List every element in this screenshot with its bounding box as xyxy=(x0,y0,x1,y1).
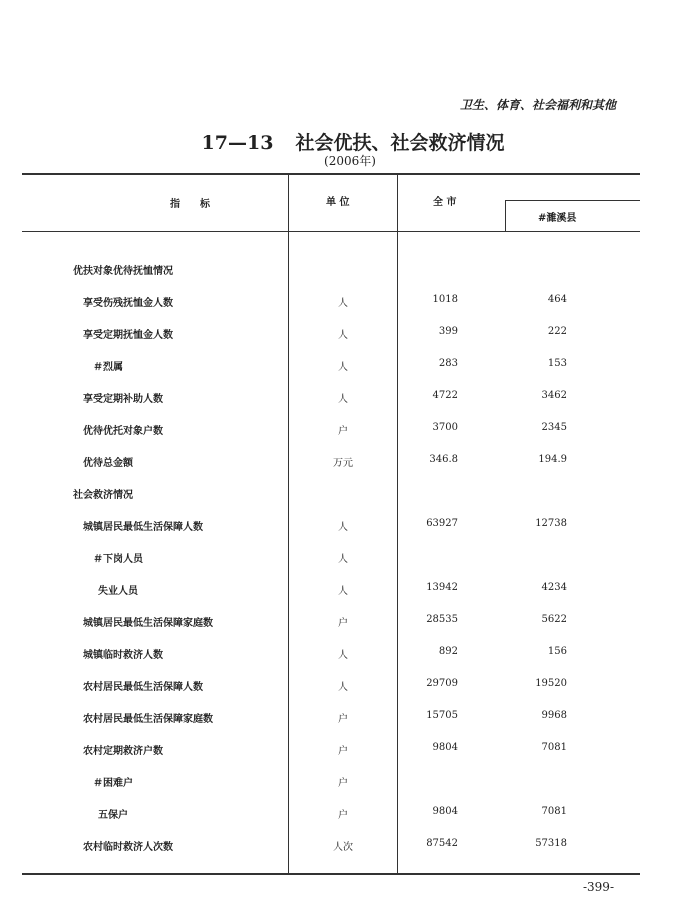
table-row xyxy=(0,838,700,854)
row-county-value: 7081 xyxy=(541,806,567,817)
row-city-value: 28535 xyxy=(426,614,458,625)
table-row xyxy=(0,358,700,374)
table-row xyxy=(0,262,700,278)
row-label: 享受定期补助人数 xyxy=(83,394,163,405)
row-label: 失业人员 xyxy=(98,586,138,597)
row-unit: 户 xyxy=(338,714,348,725)
header-bottom-rule xyxy=(22,231,640,232)
row-unit: 人 xyxy=(338,586,348,597)
table-row xyxy=(0,742,700,758)
row-unit: 人 xyxy=(338,394,348,405)
row-label: 享受伤残抚恤金人数 xyxy=(83,298,173,309)
table-row xyxy=(0,678,700,694)
table-title: 社会优扶、社会救济情况 xyxy=(295,132,505,154)
row-label: ＃困难户 xyxy=(93,778,133,789)
row-unit: 人 xyxy=(338,298,348,309)
column-header-indicator: 指 标 xyxy=(170,199,210,210)
row-city-value: 4722 xyxy=(432,390,458,401)
row-label: 五保户 xyxy=(98,810,128,821)
table-row xyxy=(0,390,700,406)
row-label: 享受定期抚恤金人数 xyxy=(83,330,173,341)
row-city-value: 3700 xyxy=(432,422,458,433)
row-unit: 户 xyxy=(338,618,348,629)
table-row xyxy=(0,326,700,342)
county-header-divider xyxy=(505,200,506,231)
row-unit: 户 xyxy=(338,426,348,437)
row-city-value: 13942 xyxy=(426,582,458,593)
row-city-value: 29709 xyxy=(426,678,458,689)
row-label: 农村定期救济户数 xyxy=(83,746,163,757)
row-city-value: 63927 xyxy=(426,518,458,529)
subtitle: (2006年) xyxy=(324,154,376,168)
table-row xyxy=(0,614,700,630)
row-label: ＃烈属 xyxy=(93,362,123,373)
row-unit: 户 xyxy=(338,810,348,821)
row-label: 社会救济情况 xyxy=(73,490,133,501)
page-number: -399- xyxy=(582,880,614,894)
row-city-value: 9804 xyxy=(432,806,458,817)
row-label: 优扶对象优待抚恤情况 xyxy=(73,266,173,277)
row-city-value: 1018 xyxy=(432,294,458,305)
row-city-value: 87542 xyxy=(426,838,458,849)
row-label: 优待优托对象户数 xyxy=(83,426,163,437)
row-county-value: 194.9 xyxy=(538,454,567,465)
row-unit: 人 xyxy=(338,362,348,373)
row-label: 城镇居民最低生活保障人数 xyxy=(83,522,203,533)
row-unit: 人 xyxy=(338,330,348,341)
column-header-county: #濉溪县 xyxy=(538,213,577,224)
row-city-value: 9804 xyxy=(432,742,458,753)
row-label: 农村居民最低生活保障家庭数 xyxy=(83,714,213,725)
row-label: ＃下岗人员 xyxy=(93,554,143,565)
row-county-value: 12738 xyxy=(535,518,567,529)
table-row xyxy=(0,646,700,662)
table-row xyxy=(0,518,700,534)
table-row xyxy=(0,550,700,566)
row-county-value: 19520 xyxy=(535,678,567,689)
table-row xyxy=(0,774,700,790)
row-unit: 万元 xyxy=(333,458,353,469)
row-county-value: 156 xyxy=(547,646,567,657)
row-county-value: 464 xyxy=(547,294,567,305)
row-county-value: 9968 xyxy=(541,710,567,721)
row-unit: 人 xyxy=(338,682,348,693)
row-label: 农村居民最低生活保障人数 xyxy=(83,682,203,693)
column-header-city: 全 市 xyxy=(433,197,457,208)
table-row xyxy=(0,806,700,822)
row-unit: 户 xyxy=(338,778,348,789)
row-unit: 人 xyxy=(338,554,348,565)
row-unit: 人 xyxy=(338,650,348,661)
table-row xyxy=(0,486,700,502)
row-county-value: 5622 xyxy=(541,614,567,625)
row-unit: 人 xyxy=(338,522,348,533)
row-county-value: 222 xyxy=(547,326,567,337)
row-county-value: 2345 xyxy=(541,422,567,433)
table-row xyxy=(0,294,700,310)
table-row xyxy=(0,582,700,598)
column-header-unit: 单 位 xyxy=(326,197,350,208)
row-city-value: 892 xyxy=(438,646,458,657)
row-county-value: 4234 xyxy=(541,582,567,593)
table-top-rule xyxy=(22,173,640,175)
page-title xyxy=(0,128,700,155)
row-county-value: 153 xyxy=(547,358,567,369)
row-label: 农村临时救济人次数 xyxy=(83,842,173,853)
row-city-value: 346.8 xyxy=(429,454,458,465)
table-row xyxy=(0,710,700,726)
row-unit: 人次 xyxy=(333,842,353,853)
row-label: 优待总金额 xyxy=(83,458,133,469)
row-label: 城镇居民最低生活保障家庭数 xyxy=(83,618,213,629)
row-county-value: 3462 xyxy=(541,390,567,401)
table-number: 17—13 xyxy=(201,132,274,154)
table-row xyxy=(0,454,700,470)
running-header: 卫生、体育、社会福利和其他 xyxy=(459,98,616,112)
row-unit: 户 xyxy=(338,746,348,757)
row-county-value: 7081 xyxy=(541,742,567,753)
row-city-value: 283 xyxy=(438,358,458,369)
row-city-value: 15705 xyxy=(426,710,458,721)
county-header-rule xyxy=(505,200,640,201)
row-label: 城镇临时救济人数 xyxy=(83,650,163,661)
row-city-value: 399 xyxy=(438,326,458,337)
table-row xyxy=(0,422,700,438)
table-bottom-rule xyxy=(22,873,640,875)
row-county-value: 57318 xyxy=(535,838,567,849)
